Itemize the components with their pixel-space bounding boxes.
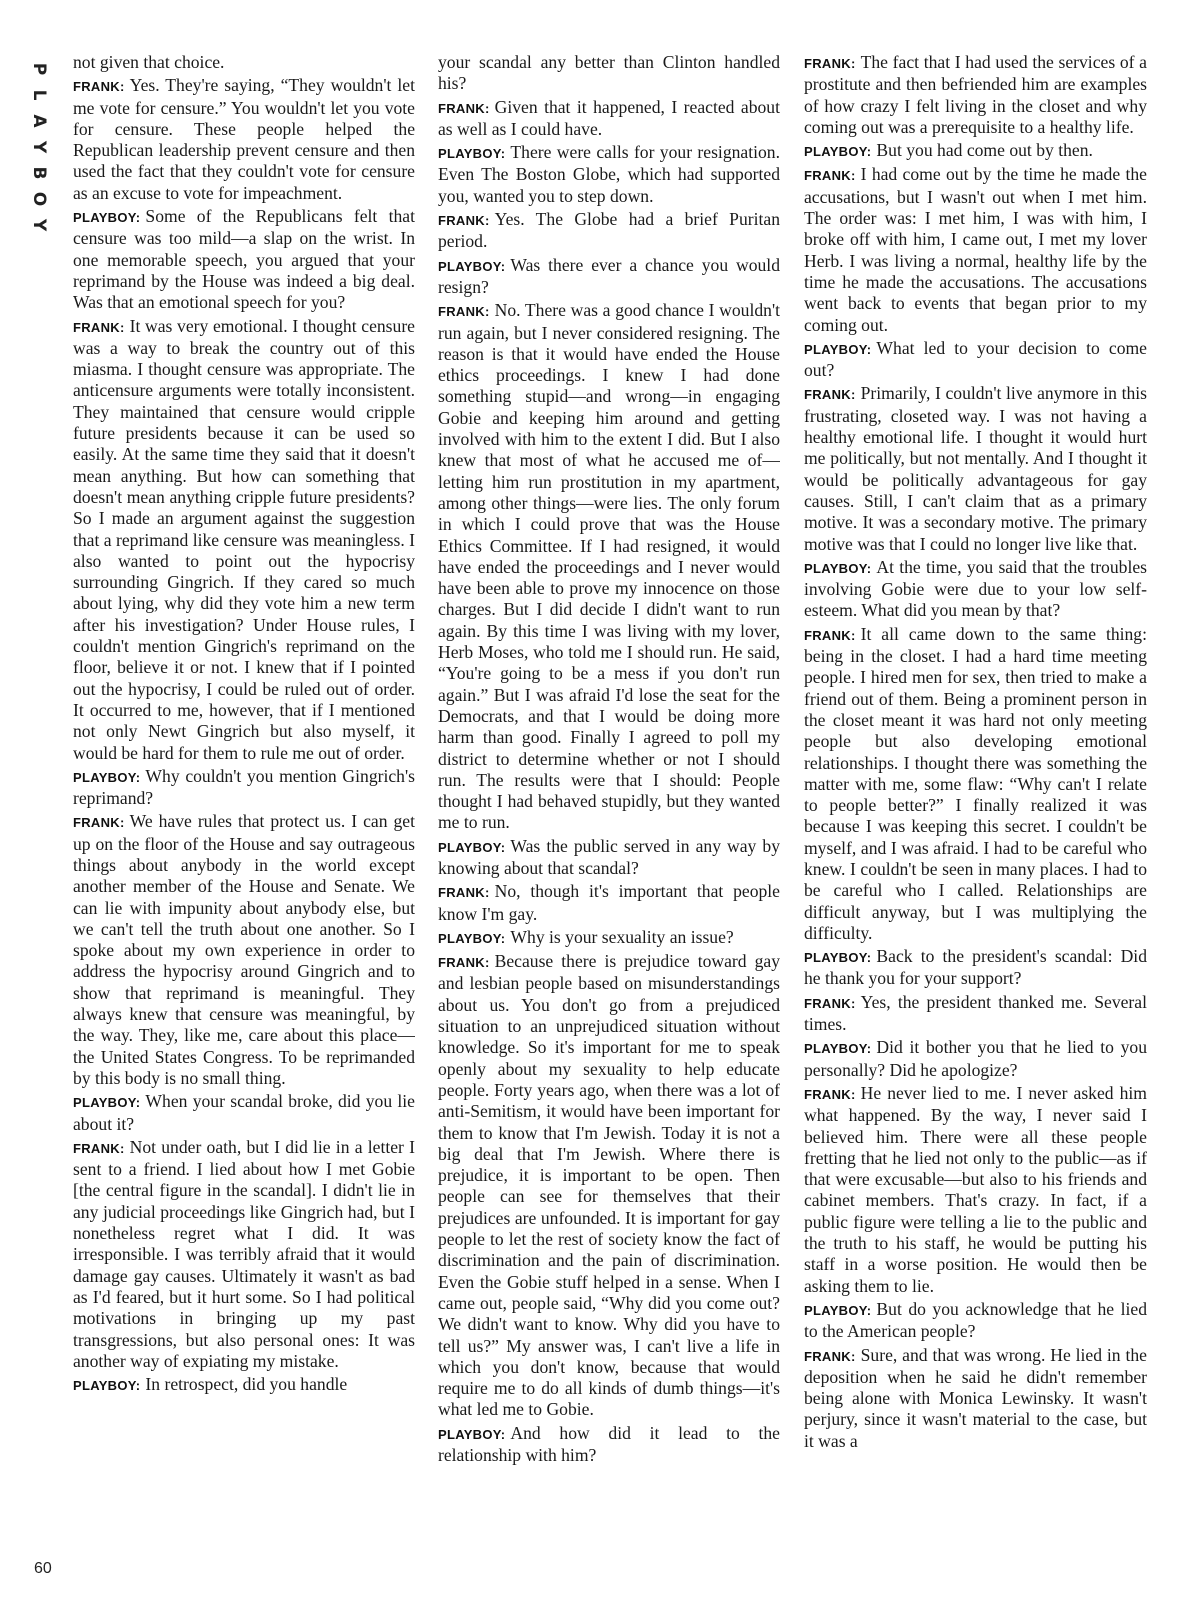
side-letter: L	[29, 89, 49, 101]
speaker-label: FRANK:	[73, 79, 125, 95]
interview-paragraph	[73, 1091, 415, 1135]
speaker-label: PLAYBOY:	[73, 1095, 141, 1111]
paragraph-text: There were calls for your resignation. Even The Boston Globe, which had supported you, wanted you to step down.	[438, 142, 780, 206]
column-3	[804, 52, 1147, 1604]
paragraph-text: No. There was a good chance I wouldn't run again, but I never considered resigning. The reason is that it would have ended the House ethics proceedings. I knew I had done something stupid—and wrong—in engaging Gobie and keeping him around and getting involved with him to the extent I did. But I also knew that most of what he accused me of—letting him run prostitution in my apartment, among other things—were lies. The only forum in which I could prove that was the House Ethics Committee. If I had resigned, it would have ended the proceedings and I never would have been able to prove my innocence on those charges. But I did decide I didn't want to run again. By this time I was living with my lover, Herb Moses, who told me I should run. He said, “You're going to be a mess if you don't run again.” But I was afraid I'd lose the seat for the Democrats, and that I would be doing more harm than good. Finally I agreed to poll my district to determine whether or not I should run. The results were that I should: People thought I had behaved stupidly, but they wanted me to run.	[438, 300, 780, 833]
paragraph-text: He never lied to me. I never asked him what happened. By the way, I never said I believed him. There were all these people fretting that he lied not only to the public—as if that were excusable—but also to his friends and cabinet members. That's crazy. In fact, if a public figure were telling a lie to the public and the truth to his staff, he would be putting his staff in a worse position. He would then be asking them to lie.	[804, 1082, 1147, 1296]
page-number: 60	[34, 1560, 52, 1577]
paragraph-text: But do you acknowledge that he lied to the American people?	[804, 1298, 1147, 1342]
interview-paragraph	[73, 52, 415, 73]
paragraph-text: Because there is prejudice toward gay and lesbian people based on misunderstandings about us. You don't go from a prejudiced situation to an unprejudiced situation without knowledge. So it's important for me to speak openly about my sexuality to help educate people. Forty years ago, when there was a lot of anti-Semitism, it would have been important for them to know that I'm Jewish. Today it is not a big deal that I'm Jewish. Where there is prejudice, it is important to be open. Then people can see for themselves that their prejudices are unfounded. It is important for gay people to let the rest of society know the fact of discrimination and the pain of discrimination. Even the Gobie stuff helped in a sense. When I came out, people said, “Why did you come out? We didn't want to know. Why did you have to tell us?” My answer was, I can't live a life in which you don't know, because that would require me to do all kinds of dumb things—it's what led me to Gobie.	[438, 951, 780, 1420]
side-letter: A	[29, 114, 49, 128]
interview-paragraph	[804, 164, 1147, 335]
interview-paragraph	[438, 300, 780, 833]
speaker-label: FRANK:	[438, 304, 490, 320]
paragraph-text: Not under oath, but I did lie in a letter I sent to a friend. I lied about how I met Gobie [the central figure in the scandal]. I didn't lie in any judicial proceedings like Gingrich had, but I nonetheless regret what I did. It was irresponsible. I was terribly afraid that it would damage gay causes. Ultimately it wasn't as bad as I'd feared, but it hurt some. So I had political motivations in bringing up my past transgressions, but also personal ones: It was another way of expiating my mistake.	[73, 1136, 415, 1371]
interview-paragraph	[438, 927, 780, 949]
paragraph-text: Did it bother you that he lied to you personally? Did he apologize?	[804, 1037, 1147, 1080]
interview-paragraph	[438, 951, 780, 1421]
speaker-label: FRANK:	[438, 885, 490, 901]
interview-paragraph	[804, 140, 1147, 162]
paragraph-text: What led to your decision to come out?	[804, 337, 1147, 381]
interview-paragraph	[438, 836, 780, 880]
paragraph-text: Given that it happened, I reacted about as well as I could have.	[438, 96, 780, 139]
paragraph-text: not given that choice.	[73, 52, 225, 72]
speaker-label: FRANK:	[73, 319, 125, 335]
column-2	[438, 52, 780, 1604]
speaker-label: PLAYBOY:	[438, 839, 506, 855]
paragraph-text: your scandal any better than Clinton handled his?	[438, 52, 780, 94]
interview-paragraph	[804, 52, 1147, 138]
paragraph-text: We have rules that protect us. I can get up on the floor of the House and say outrageous things about anybody in the world except another member of the House and Senate. We can lie with impunity about anybody else, but we can't tell the truth about one another. So I spoke about my own experience in order to address the hypocrisy around Gingrich and to show that reprimand is meaningful. They always knew that censure was meaningful, by the way. They, like me, care about this place—the United States Congress. To be reprimanded by this body is no small thing.	[73, 811, 415, 1088]
interview-paragraph	[438, 209, 780, 253]
paragraph-text: No, though it's important that people know I'm gay.	[438, 881, 780, 924]
speaker-label: PLAYBOY:	[804, 1041, 872, 1057]
speaker-label: PLAYBOY:	[73, 210, 141, 226]
interview-paragraph	[73, 1374, 415, 1396]
paragraph-text: Was there ever a chance you would resign?	[438, 254, 780, 297]
paragraph-text: And how did it lead to the relationship with him?	[438, 1422, 780, 1465]
speaker-label: PLAYBOY:	[804, 950, 872, 966]
speaker-label: FRANK:	[438, 955, 490, 971]
interview-paragraph	[804, 1345, 1147, 1452]
speaker-label: PLAYBOY:	[804, 144, 872, 160]
interview-paragraph	[804, 624, 1147, 944]
paragraph-text: In retrospect, did you handle	[145, 1374, 348, 1395]
speaker-label: FRANK:	[804, 168, 856, 184]
paragraph-text: It was very emotional. I thought censure was a way to break the country out of this miasma. I thought censure was appropriate. The anticensure arguments were totally inconsistent. They maintained that censure would cripple future presidents because it can be used so easily. At the same time they said that it doesn't mean anything. But how can something that doesn't mean anything cripple future presidents? So I made an argument against the suggestion that a reprimand like censure was meaningless. I also wanted to point out the hypocrisy surrounding Gingrich. If they cared so much about lying, why did they vote him a new term after his investigation? Under House rules, I couldn't mention Gingrich's reprimand on the floor, believe it or not. I knew that if I pointed out the hypocrisy, I could be ruled out of order. It occurred to me, however, that if I mentioned not only Newt Gingrich but also myself, it would be hard for them to rule me out of order.	[73, 315, 415, 763]
speaker-label: PLAYBOY:	[804, 1302, 872, 1318]
speaker-label: PLAYBOY:	[438, 258, 506, 274]
speaker-label: FRANK:	[438, 213, 490, 229]
speaker-label: PLAYBOY:	[438, 1426, 506, 1442]
speaker-label: FRANK:	[804, 1086, 856, 1102]
speaker-label: FRANK:	[804, 627, 856, 643]
interview-paragraph	[73, 1137, 415, 1372]
speaker-label: FRANK:	[804, 995, 856, 1011]
paragraph-text: The fact that I had used the services of a prostitute and then befriended him are examples of how crazy I felt living in the closet and why coming out was a prerequisite to a healthy life.	[804, 52, 1147, 137]
interview-paragraph	[438, 1423, 780, 1467]
paragraph-text: Back to the president's scandal: Did he thank you for your support?	[804, 946, 1147, 989]
speaker-label: PLAYBOY:	[438, 930, 506, 946]
interview-paragraph	[804, 946, 1147, 990]
interview-paragraph	[438, 52, 780, 95]
speaker-label: PLAYBOY:	[804, 341, 872, 357]
interview-paragraph	[438, 255, 780, 299]
speaker-label: FRANK:	[438, 100, 490, 116]
paragraph-text: At the time, you said that the troubles involving Gobie were due to your low self-esteem. What did you mean by that?	[804, 556, 1147, 621]
speaker-label: PLAYBOY:	[73, 1378, 141, 1394]
paragraph-text: Yes. The Globe had a brief Puritan period.	[438, 209, 780, 252]
speaker-label: FRANK:	[804, 387, 856, 403]
speaker-label: FRANK:	[73, 815, 125, 831]
interview-paragraph	[438, 142, 780, 207]
interview-paragraph	[804, 1083, 1147, 1297]
interview-paragraph	[804, 992, 1147, 1036]
interview-paragraph	[804, 557, 1147, 622]
paragraph-text: But you had come out by then.	[876, 140, 1093, 161]
paragraph-text: I had come out by the time he made the accusations, but I wasn't out when I met him. The order was: I met him, I was with him, I broke off with him, I came out, I met my lover Herb. I was living a normal, healthy life by the time he made the accusations. The accusations went back to events that began prior to my coming out.	[804, 164, 1147, 335]
paragraph-text: When your scandal broke, did you lie about it?	[73, 1091, 415, 1134]
side-letter: Y	[29, 140, 49, 154]
side-letter: P	[29, 62, 49, 76]
speaker-label: FRANK:	[804, 56, 856, 71]
interview-paragraph	[73, 766, 415, 810]
interview-paragraph	[73, 811, 415, 1089]
interview-paragraph	[438, 97, 780, 141]
interview-paragraph	[804, 1037, 1147, 1081]
speaker-label: PLAYBOY:	[804, 560, 872, 576]
paragraph-text: Primarily, I couldn't live anymore in this frustrating, closeted way. I was not having a healthy emotional life. I thought it would hurt me politically, but not mentally. And I thought it would be politically advantageous for gay causes. Still, I can't claim that as a primary motive. It was a secondary motive. The primary motive was that I could no longer live like that.	[804, 383, 1147, 554]
paragraph-text: Some of the Republicans felt that censure was too mild—a slap on the wrist. In one memorable speech, you argued that your reprimand by the House was indeed a big deal. Was that an emotional speech for you?	[73, 206, 415, 313]
paragraph-text: Why couldn't you mention Gingrich's reprimand?	[73, 765, 415, 809]
interview-paragraph	[804, 338, 1147, 382]
side-letter: O	[29, 191, 49, 207]
interview-paragraph	[438, 881, 780, 925]
paragraph-text: It all came down to the same thing: being in the closet. I had a hard time meeting people. I hired men for sex, then tried to make a friend out of them. Being a prominent person in the closet meant it was hard not only meeting people but also developing emotional relationships. I thought there was something the matter with me, some flaw: “Why can't I relate to people better?” I finally realized it was because I was keeping this secret. I couldn't be myself, and I was afraid. I had to be careful who knew. I couldn't be seen in many places. I had to be careful who I called. Relationships are difficult anyway, but I was multiplying the difficulty.	[804, 623, 1147, 943]
speaker-label: FRANK:	[73, 1140, 125, 1156]
speaker-label: PLAYBOY:	[438, 146, 506, 162]
speaker-label: PLAYBOY:	[73, 769, 141, 785]
speaker-label: FRANK:	[804, 1348, 856, 1364]
interview-paragraph	[73, 206, 415, 313]
paragraph-text: Yes. They're saying, “They wouldn't let me vote for censure.” You wouldn't let you vote for censure. These people helped the Republican leadership prevent censure and then used the fact that they couldn't vote for censure as an excuse to vote for impeachment.	[73, 75, 415, 203]
interview-paragraph	[804, 1299, 1147, 1343]
paragraph-text: Yes, the president thanked me. Several times.	[804, 991, 1147, 1035]
side-letter: B	[29, 166, 49, 180]
side-letter: Y	[29, 218, 49, 232]
paragraph-text: Was the public served in any way by knowing about that scandal?	[438, 835, 780, 878]
interview-paragraph	[804, 383, 1147, 554]
interview-paragraph	[73, 316, 415, 764]
paragraph-text: Sure, and that was wrong. He lied in the deposition when he said he didn't remember being alone with Monica Lewinsky. It wasn't perjury, since it wasn't material to the case, but it was a	[804, 1344, 1147, 1451]
column-1	[73, 52, 415, 1604]
magazine-side-label	[24, 56, 54, 238]
paragraph-text: Why is your sexuality an issue?	[510, 926, 734, 947]
interview-paragraph	[73, 75, 415, 204]
